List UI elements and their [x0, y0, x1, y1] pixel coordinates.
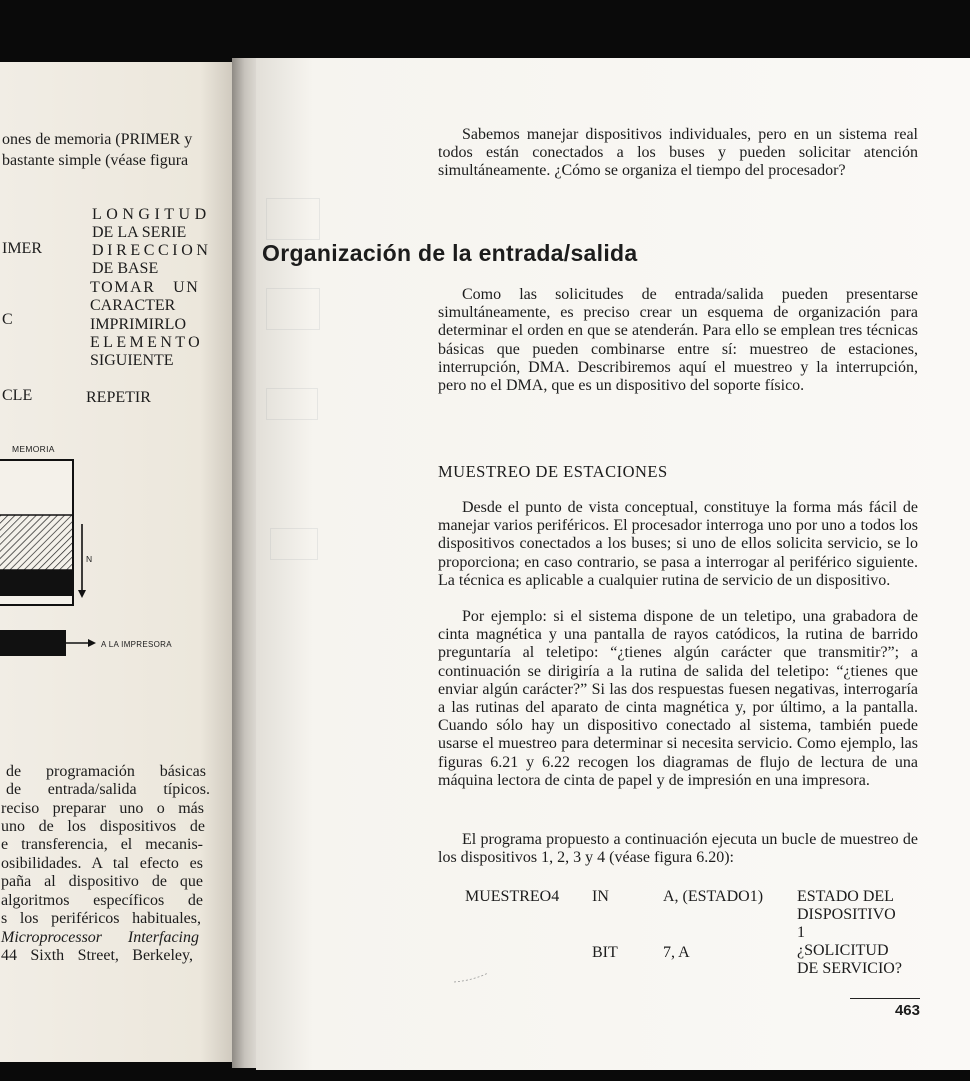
code-comment: ELEMENTO [90, 334, 204, 351]
memory-label: MEMORIA [12, 444, 55, 454]
code-operand: A, (ESTADO1) [663, 888, 764, 905]
code-op: IN [592, 888, 609, 905]
code-comment: TOMAR UN [90, 279, 200, 296]
body-paragraph: Por ejemplo: si el sistema dispone de un teletipo, una grabadora de cinta magnética y una pantalla de rayos catódicos, la rutina de barrido preguntaría al teletipo: “¿tienes algún carácter que transmitir?”; a continuación se dirigiría a la rutina de salida del teletipo: “¿tienes que enviar algún carácter?” Si las dos respuestas fuesen negativas, interrogaría a las rutinas del aparato de cinta magnética y, por último, a la pantalla. Cuando sólo hay un dispositivo conectado al sistema, también puede usarse el muestreo para determinar si necesita servicio. Como ejemplo, las figuras 6.21 y 6.22 recogen los diagramas de flujo de lectura de una máquina lectora de cinta de papel y de impresión en una impresora. [438, 608, 918, 789]
show-through [270, 528, 318, 560]
show-through [266, 198, 320, 240]
section-heading: Organización de la entrada/salida [262, 240, 638, 266]
text-line: Microprocessor Interfacing [1, 929, 199, 946]
subsection-heading: MUESTREO DE ESTACIONES [438, 462, 668, 481]
code-comment: DE BASE [92, 260, 159, 277]
code-comment: DISPOSITIVO [797, 906, 896, 923]
memory-diagram [0, 452, 190, 662]
text-line: algoritmos específicos de [1, 892, 203, 909]
right-page [256, 58, 970, 1070]
code-label: C [2, 311, 13, 328]
code-comment: DE SERVICIO? [797, 960, 902, 977]
text-line: de programación básicas [6, 763, 206, 780]
text-line: osibilidades. A tal efecto es [1, 855, 203, 872]
printer-label: A LA IMPRESORA [101, 640, 172, 649]
text-line: s los periféricos habituales, [1, 910, 201, 927]
text-line: de entrada/salida típicos. [6, 781, 210, 798]
code-label: IMER [2, 240, 42, 257]
code-comment: SIGUIENTE [90, 352, 174, 369]
left-page [0, 62, 250, 1062]
body-paragraph: El programa propuesto a continuación ejecuta un bucle de muestreo de los dispositivos 1, 2, 3 y 4 (véase figura 6.20): [438, 831, 918, 867]
code-comment: CARACTER [90, 297, 176, 314]
body-paragraph: Como las solicitudes de entrada/salida pueden presentarse simultáneamente, es preciso crear un esquema de organización para determinar el orden en que se atenderán. Para ello se emplean tres técnicas básicas que pueden combinarse entre sí: muestreo de estaciones, interrupción, DMA. Describiremos aquí el muestreo y la interrupción, pero no el DMA, que es un dispositivo del soporte físico. [438, 286, 918, 395]
text-line: e transferencia, el mecanis- [1, 836, 203, 853]
code-label: MUESTREO4 [465, 888, 560, 905]
text-line: 44 Sixth Street, Berkeley, [1, 947, 193, 964]
text-line: uno de los dispositivos de [1, 818, 205, 835]
code-comment: ESTADO DEL [797, 888, 894, 905]
code-label: CLE [2, 387, 33, 404]
code-comment: DIRECCION [92, 242, 212, 259]
pencil-mark [452, 970, 492, 984]
text-line: bastante simple (véase figura [2, 152, 189, 169]
page-number-rule [850, 998, 920, 999]
code-operand: 7, A [663, 944, 690, 961]
intro-paragraph: Sabemos manejar dispositivos individuales, pero en un sistema real todos están conectados a los buses y pueden solicitar atención simultáneamente. ¿Cómo se organiza el tiempo del procesador? [438, 126, 918, 180]
code-op: BIT [592, 944, 618, 961]
show-through [266, 288, 320, 330]
text-line: reciso preparar uno o más [1, 800, 204, 817]
code-comment: IMPRIMIRLO [90, 316, 187, 333]
code-comment: REPETIR [86, 389, 151, 406]
body-paragraph: Desde el punto de vista conceptual, constituye la forma más fácil de manejar varios periféricos. El procesador interroga uno por uno a todos los dispositivos conectados a los buses; si uno de ellos solicita servicio, se lo proporciona; en caso contrario, se pasa a interrogar al periférico siguiente. La técnica es aplicable a cualquier rutina de servicio de un dispositivo. [438, 499, 918, 589]
code-comment: ¿SOLICITUD [797, 942, 889, 959]
show-through [266, 388, 318, 420]
text-line: paña al dispositivo de que [1, 873, 203, 890]
code-comment: 1 [797, 924, 805, 941]
n-label: N [86, 554, 93, 564]
page-number: 463 [894, 1002, 920, 1019]
code-comment: LONGITUD [92, 206, 211, 223]
text-line: ones de memoria (PRIMER y [2, 131, 193, 148]
code-comment: DE LA SERIE [92, 224, 187, 241]
